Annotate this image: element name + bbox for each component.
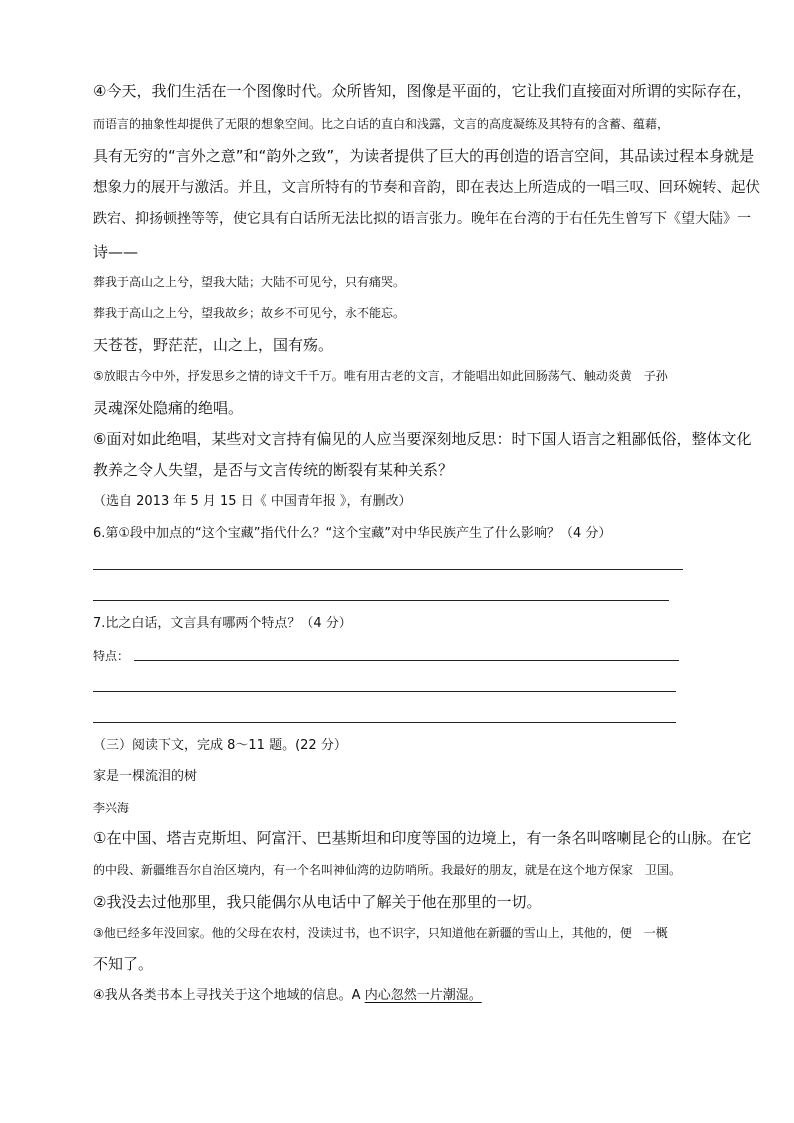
question-6: 6.第①段中加点的“这个宝藏”指代什么？“这个宝藏”对中华民族产生了什么影响？（4 分） — [93, 526, 612, 541]
paragraph-6-line-2: 教养之令人失望，是否与文言传统的断裂有某种关系？ — [93, 461, 454, 479]
story-paragraph-1-line-2: 的中段、新疆维吾尔自治区境内，有一个名叫神仙湾的边防哨所。我最好的朋友，就是在这个地方保家 卫国。 — [93, 863, 682, 877]
paragraph-5-line-1: ⑤放眼古今中外，抒发思乡之情的诗文千千万。唯有用古老的文言，才能唱出如此回肠荡气、触动炎黄 子孙 — [93, 369, 668, 383]
paragraph-4-line-5: 跌宕、抑扬顿挫等等，使它具有白话所无法比拟的语言张力。晚年在台湾的于右任先生曾写下《望大陆》一 — [93, 211, 751, 227]
question-7: 7.比之白话，文言具有哪两个特点？（4 分） — [93, 616, 352, 631]
source-citation: （选自 2013 年 5 月 15 日《 中国青年报 》，有删改） — [93, 494, 412, 509]
paragraph-6-line-1: ⑥面对如此绝唱，某些对文言持有偏见的人应当要深刻地反思：时下国人语言之粗鄙低俗，整体文化 — [93, 430, 752, 448]
answer-line-q6-2[interactable] — [93, 600, 669, 601]
paragraph-4-line-6: 诗—— — [93, 243, 139, 261]
answer-line-q7-2[interactable] — [93, 691, 676, 692]
story-author: 李兴海 — [93, 801, 130, 815]
story-paragraph-3-line-1: ③他已经多年没回家。他的父母在农村，没读过书，也不识字，只知道他在新疆的雪山上，其他的，便 一概 — [93, 926, 668, 940]
section-3-heading: （三）阅读下文，完成 8～11 题。(22 分） — [93, 738, 347, 753]
answer-line-q7-3[interactable] — [93, 722, 676, 723]
story-title: 家是一棵流泪的树 — [93, 769, 198, 784]
answer-line-q7-1[interactable] — [134, 660, 679, 661]
underlined-sentence-a: 内心忽然一片潮湿。 — [364, 988, 482, 1003]
paragraph-5-line-2: 灵魂深处隐痛的绝唱。 — [93, 399, 244, 417]
paragraph-4-line-2: 而语言的抽象性却提供了无限的想象空间。比之白话的直白和浅露，文言的高度凝练及其特有的含蓄、蕴藉， — [93, 117, 670, 131]
paragraph-4-line-4: 想象力的展开与激活。并且，文言所特有的节奏和音韵，即在表达上所造成的一唱三叹、回环婉转、起伏 — [93, 180, 760, 196]
poem-line-3: 天苍苍，野茫茫，山之上，国有殇。 — [93, 336, 334, 354]
question-7-label: 特点： — [93, 649, 130, 663]
story-paragraph-1-line-1: ①在中国、塔吉克斯坦、阿富汗、巴基斯坦和印度等国的边境上，有一条名叫喀喇昆仑的山脉。在它 — [93, 829, 752, 847]
story-paragraph-3-line-2: 不知了。 — [93, 955, 154, 973]
story-paragraph-2: ②我没去过他那里，我只能偶尔从电话中了解关于他在那里的一切。 — [93, 893, 542, 911]
poem-line-1: 葬我于高山之上兮，望我大陆；大陆不可见兮，只有痛哭。 — [93, 275, 406, 289]
story-paragraph-4-text: ④我从各类书本上寻找关于这个地域的信息。A — [93, 988, 365, 1003]
answer-line-q6-1[interactable] — [93, 569, 683, 570]
paragraph-4-line-3: 具有无穷的“言外之意”和“韵外之致”，为读者提供了巨大的再创造的语言空间，其品读过程本身就是 — [93, 147, 755, 165]
poem-line-2: 葬我于高山之上兮，望我故乡；故乡不可见兮，永不能忘。 — [93, 306, 406, 320]
paragraph-4-line-1: ④今天，我们生活在一个图像时代。众所皆知，图像是平面的，它让我们直接面对所谓的实际存在， — [93, 82, 752, 100]
story-paragraph-4 — [93, 989, 482, 1002]
